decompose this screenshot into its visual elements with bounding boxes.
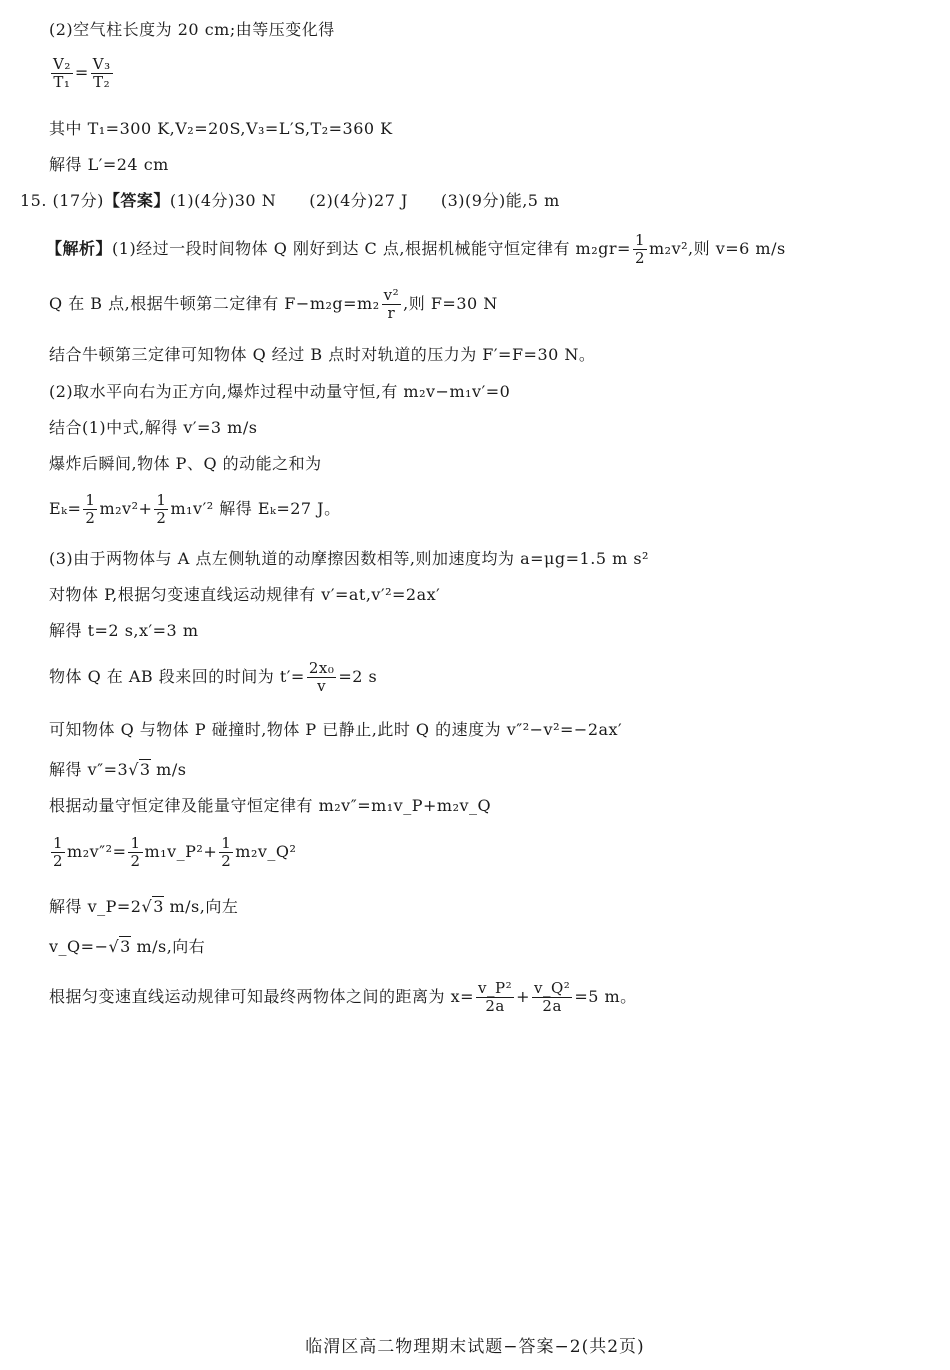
numerator: v_P² [478,979,513,997]
denominator: r [387,304,396,322]
numerator: v_Q² [534,979,571,997]
text: 根据匀变速直线运动规律可知最终两物体之间的距离为 x= [49,987,475,1006]
numerator: 1 [53,834,64,852]
denominator: 2 [156,509,167,527]
fraction [219,835,233,870]
radicand: 3 [120,937,131,956]
radicand: 3 [139,760,151,779]
text: (1)经过一段时间物体 Q 刚好到达 C 点,根据机械能守恒定律有 m₂gr= [112,239,631,258]
line-15: 解得 t=2 s,x′=3 m [49,621,199,640]
line-6 [46,232,786,267]
line-22: v_Q=−√3 m/s,向右 [49,937,206,956]
fraction [51,835,65,870]
fraction [476,980,514,1015]
equals: = [74,63,89,82]
line-4: 解得 L′=24 cm [49,155,169,174]
fraction [532,980,572,1015]
line-10: 结合(1)中式,解得 v′=3 m/s [49,418,258,437]
text: 解得 v_P=2 [49,897,142,916]
text: v_Q=− [49,937,109,956]
line-20 [49,835,296,870]
line-3: 其中 T₁=300 K,V₂=20S,V₃=L′S,T₂=360 K [49,119,393,138]
line-8: 结合牛顿第三定律可知物体 Q 经过 B 点时对轨道的压力为 F′=F=30 N。 [49,345,596,364]
denominator: T₂ [93,73,111,91]
line-11: 爆炸后瞬间,物体 P、Q 的动能之和为 [49,454,322,473]
text: =5 m。 [574,987,637,1006]
line-7 [49,287,498,322]
answer-text: (1)(4分)30 N (2)(4分)27 J (3)(9分)能,5 m [169,191,560,210]
line-16 [49,660,377,695]
text: + [516,987,531,1006]
numerator: 1 [130,834,141,852]
text: m₂v_Q² [235,842,297,861]
analysis-label: 【解析】 [46,239,113,258]
line-9: (2)取水平向右为正方向,爆炸过程中动量守恒,有 m₂v−m₁v′=0 [49,382,511,401]
line-17: 可知物体 Q 与物体 P 碰撞时,物体 P 已静止,此时 Q 的速度为 v″²−v²=−2ax′ [49,720,623,739]
line-19: 根据动量守恒定律及能量守恒定律有 m₂v″=m₁v_P+m₂v_Q [49,796,492,815]
text: =2 s [338,667,378,686]
denominator: 2 [634,249,645,267]
line-18: 解得 v″=3√3 m/s [49,760,187,779]
question-number: 15. [20,191,47,210]
text: m/s [150,760,187,779]
text: m₁v_P²+ [144,842,218,861]
question-score: (17分) [52,191,104,210]
text: ,则 F=30 N [403,294,498,313]
text: m/s,向右 [130,937,206,956]
text: 解得 v″=3 [49,760,129,779]
fraction [83,492,97,527]
fraction [633,232,647,267]
numerator: V₃ [92,55,111,73]
numerator: 1 [634,231,645,249]
fraction [91,56,113,91]
denominator: 2 [130,852,141,870]
line-13: (3)由于两物体与 A 点左侧轨道的动摩擦因数相等,则加速度均为 a=μg=1.5 m s² [49,549,649,568]
text: m₁v′² 解得 Eₖ=27 J。 [170,499,341,518]
denominator: 2 [221,852,232,870]
numerator: 1 [156,491,167,509]
line-21: 解得 v_P=2√3 m/s,向左 [49,897,239,916]
fraction [382,287,402,322]
line-1: (2)空气柱长度为 20 cm;由等压变化得 [49,20,335,39]
question-15-header [20,191,560,211]
answer-label: 【答案】 [103,191,170,210]
denominator: 2a [542,997,562,1015]
numerator: 2x₀ [308,659,335,677]
denominator: 2 [53,852,64,870]
text: m₂v²,则 v=6 m/s [649,239,786,258]
radicand: 3 [153,897,164,916]
line-2-equation [49,56,115,91]
line-12 [49,492,341,527]
line-14: 对物体 P,根据匀变速直线运动规律有 v′=at,v′²=2ax′ [49,585,441,604]
numerator: v² [383,286,400,304]
text: m₂v²+ [99,499,153,518]
fraction [307,660,337,695]
fraction [154,492,168,527]
denominator: T₁ [53,73,71,91]
fraction [128,835,142,870]
text: 物体 Q 在 AB 段来回的时间为 t′= [49,667,305,686]
text: Q 在 B 点,根据牛顿第二定律有 F−m₂g=m₂ [49,294,380,313]
denominator: 2 [85,509,96,527]
text: Eₖ= [49,499,82,518]
text: m/s,向左 [163,897,239,916]
numerator: 1 [221,834,232,852]
text: m₂v″²= [67,842,127,861]
page-footer: 临渭区高二物理期末试题−答案−2(共2页) [305,1337,645,1357]
line-23 [49,980,637,1015]
denominator: 2a [485,997,505,1015]
numerator: V₂ [53,55,71,73]
denominator: v [317,677,327,695]
fraction [51,56,73,91]
numerator: 1 [85,491,96,509]
